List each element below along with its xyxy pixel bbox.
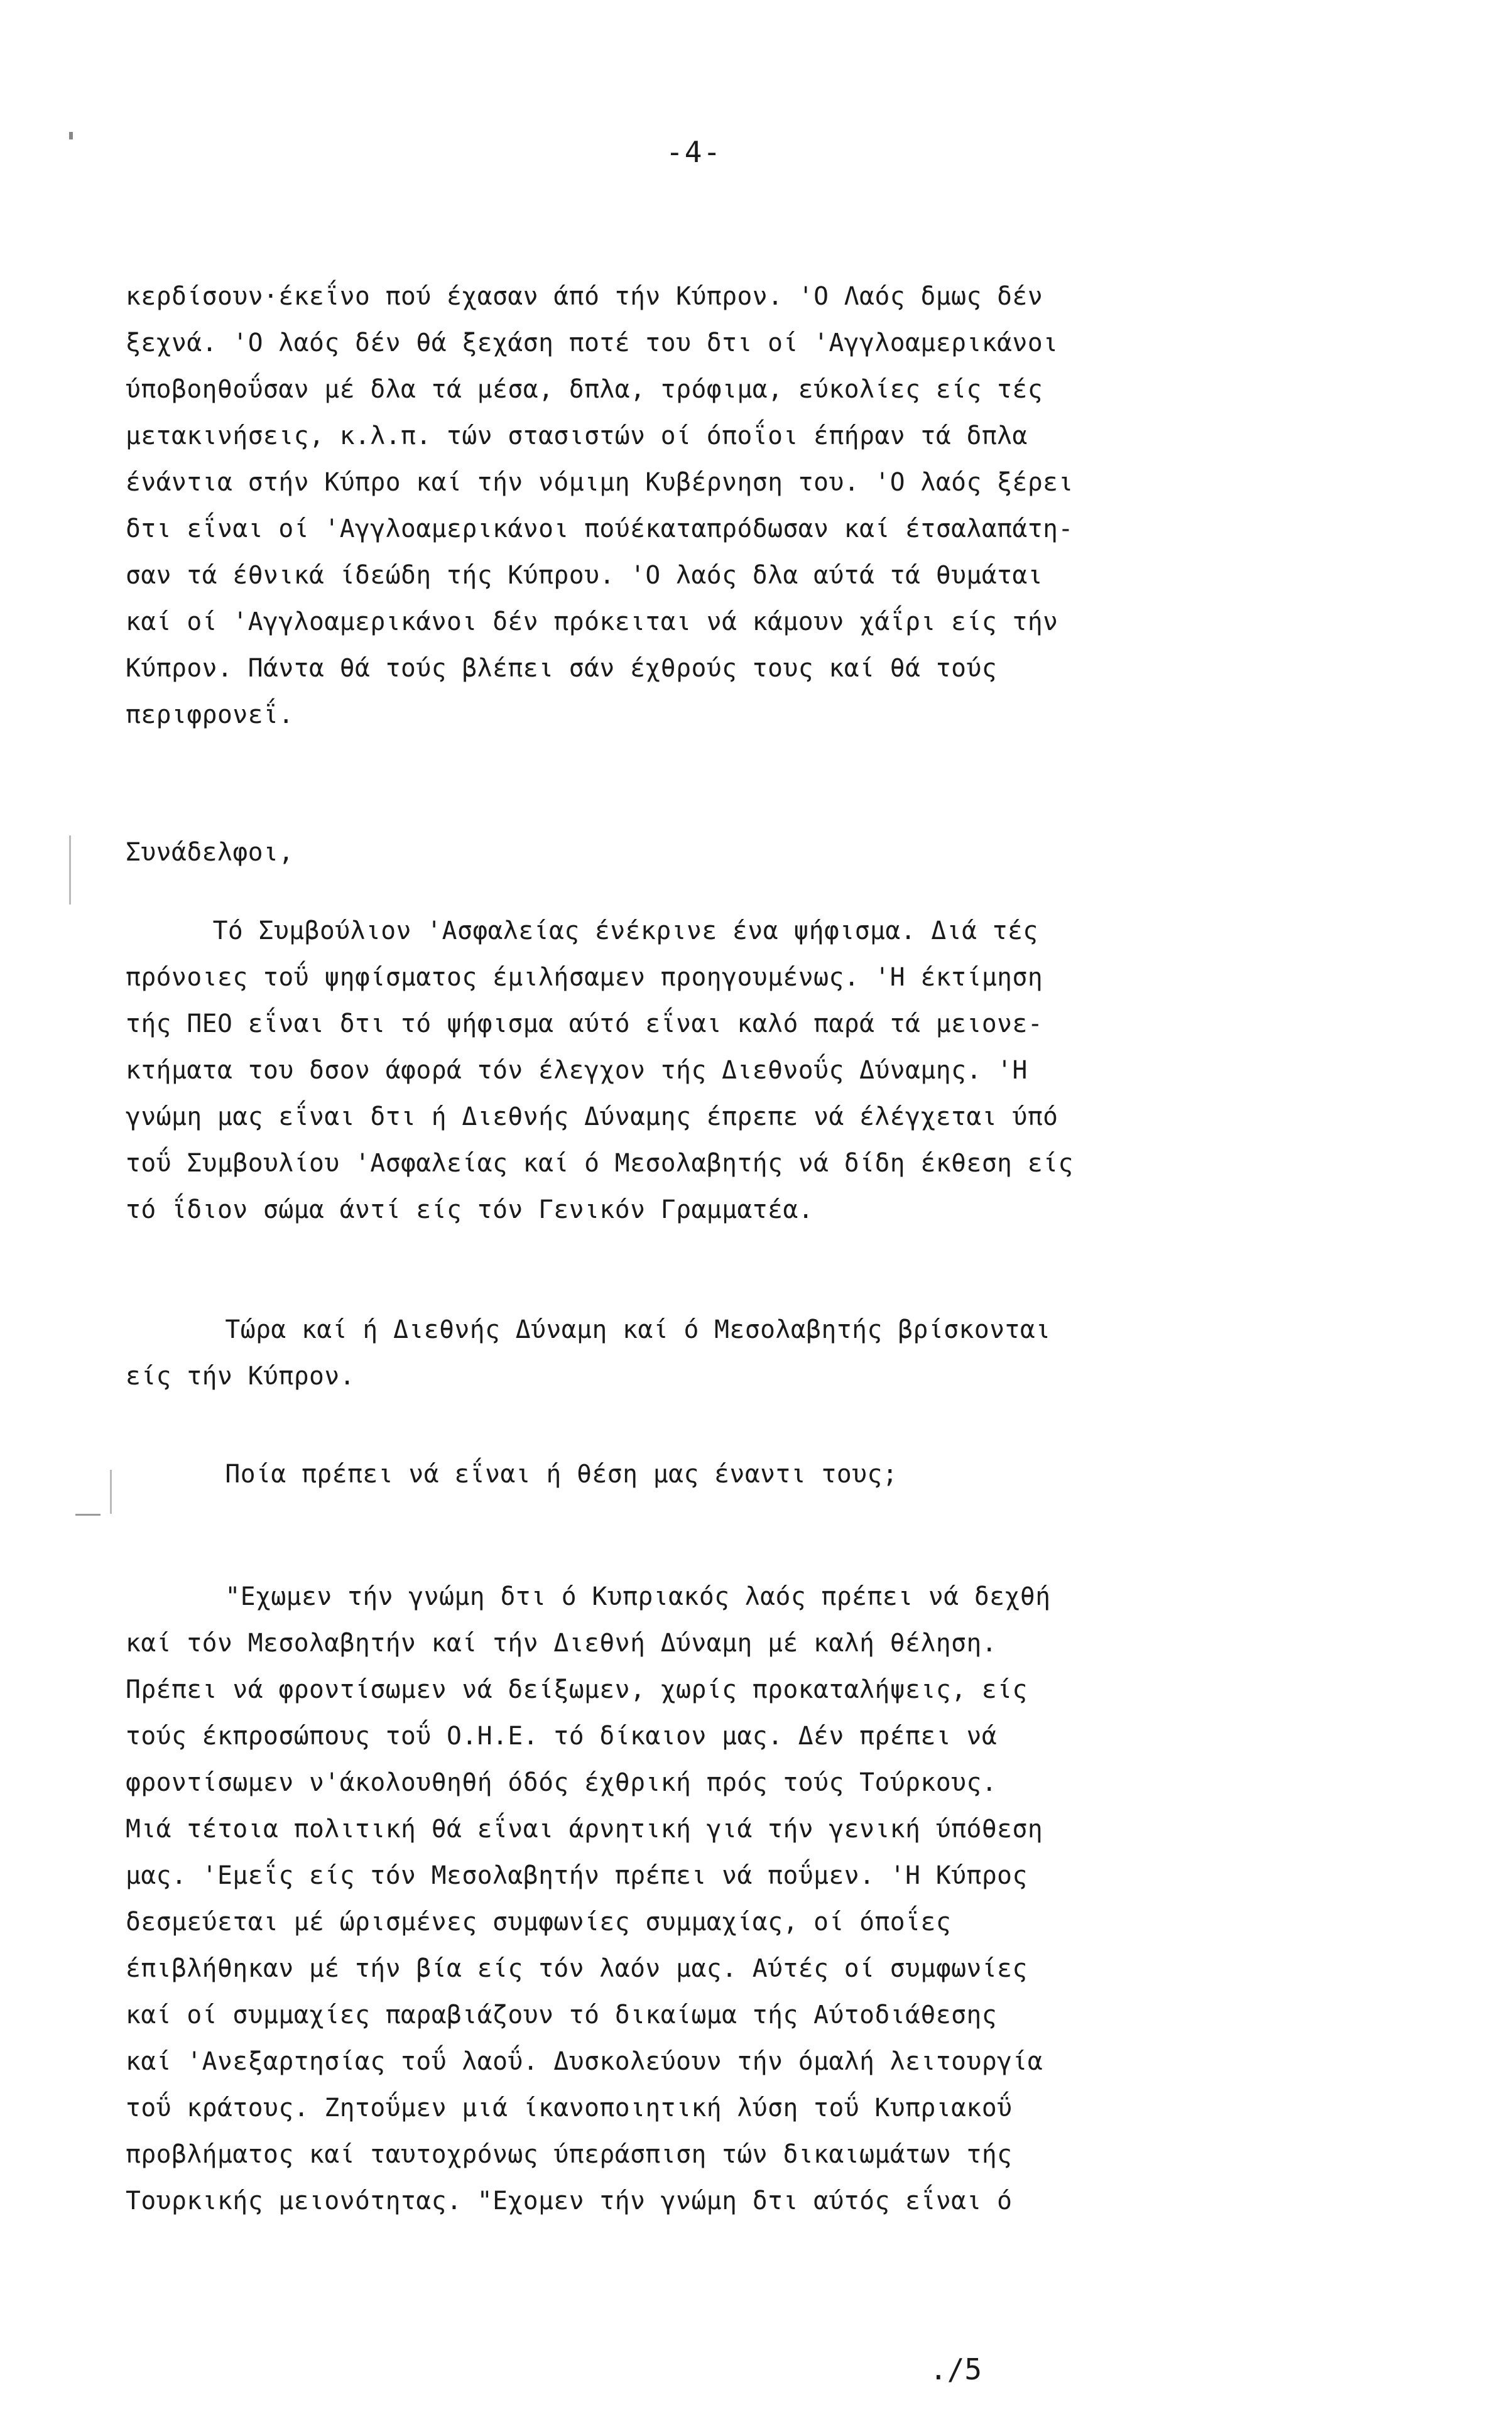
text-line: περιφρονεΐ.	[126, 700, 294, 729]
text-line: μετακινήσεις, κ.λ.π. τών στασιστών οί όποΐοι έπήραν τά δπλα	[126, 421, 1028, 450]
text-line: είς τήν Κύπρον.	[126, 1362, 356, 1391]
text-line: Τώρα καί ή Διεθνής Δύναμη καί ό Μεσολαβητής βρίσκονται	[225, 1315, 1051, 1344]
text-line: ύποβοηθοΰσαν μέ δλα τά μέσα, δπλα, τρόφιμα, εύκολίες είς τές	[126, 375, 1043, 404]
paragraph-6	[126, 1573, 1382, 2224]
paragraph-1	[126, 273, 1382, 738]
text-line: πρόνοιες τοΰ ψηφίσματος έμιλήσαμεν προηγουμένως. 'Η έκτίμηση	[126, 963, 1043, 992]
text-line: προβλήματος καί ταυτοχρόνως ύπεράσπιση τών δικαιωμάτων τής	[126, 2140, 1013, 2169]
text-line: Τουρκικής μειονότητας. "Εχομεν τήν γνώμη δτι αύτός εΐναι ό	[126, 2187, 1013, 2215]
text-line: καί 'Ανεξαρτησίας τοΰ λαοΰ. Δυσκολεύουν τήν όμαλή λειτουργία	[126, 2047, 1043, 2076]
scan-artifact	[75, 1514, 101, 1516]
paragraph-3	[126, 908, 1382, 1233]
salutation	[126, 829, 1382, 876]
text-line: έπιβλήθηκαν μέ τήν βία είς τόν λαόν μας. Αύτές οί συμφωνίες	[126, 1954, 1028, 1983]
text-line: τό ΐδιον σώμα άντί είς τόν Γενικόν Γραμματέα.	[126, 1195, 814, 1224]
text-line: Τό Συμβούλιον 'Ασφαλείας ένέκρινε ένα ψήφισμα. Διά τές	[212, 916, 1038, 945]
text-line: τούς έκπροσώπους τοΰ Ο.Η.Ε. τό δίκαιον μας. Δέν πρέπει νά	[126, 1722, 998, 1751]
text-line: ένάντια στήν Κύπρο καί τήν νόμιμη Κυβέρνηση του. 'Ο λαός ξέρει	[126, 468, 1074, 497]
text-line: ξεχνά. 'Ο λαός δέν θά ξεχάση ποτέ του δτι οί 'Αγγλοαμερικάνοι	[126, 329, 1058, 357]
text-line: γνώμη μας εΐναι δτι ή Διεθνής Δύναμης έπρεπε νά έλέγχεται ύπό	[126, 1102, 1058, 1131]
text-line: καί οί 'Αγγλοαμερικάνοι δέν πρόκειται νά κάμουν χάΐρι είς τήν	[126, 607, 1058, 636]
text-line: Ποία πρέπει νά εΐναι ή θέση μας έναντι τους;	[225, 1460, 898, 1489]
text-line: τοΰ κράτους. Ζητοΰμεν μιά ίκανοποιητική λύση τοΰ Κυπριακοΰ	[126, 2094, 1013, 2122]
text-line: δτι εΐναι οί 'Αγγλοαμερικάνοι πούέκαταπρόδωσαν καί έτσαλαπάτη-	[126, 514, 1074, 543]
text-line: "Εχωμεν τήν γνώμη δτι ό Κυπριακός λαός πρέπει νά δεχθή	[225, 1582, 1051, 1611]
page-number: -4-	[666, 135, 722, 169]
text-line: σαν τά έθνικά ίδεώδη τής Κύπρου. 'Ο λαός δλα αύτά τά θυμάται	[126, 561, 1043, 590]
scan-artifact	[69, 835, 71, 905]
paragraph-5	[126, 1451, 1382, 1497]
text-line: τής ΠΕΟ εΐναι δτι τό ψήφισμα αύτό εΐναι καλό παρά τά μειονε-	[126, 1009, 1043, 1038]
scan-artifact	[110, 1470, 112, 1514]
continuation-mark: ./5	[930, 2352, 982, 2386]
text-line: φροντίσωμεν ν'άκολουθηθή όδός έχθρική πρός τούς Τούρκους.	[126, 1768, 998, 1797]
text-line: καί οί συμμαχίες παραβιάζουν τό δικαίωμα τής Αύτοδιάθεσης	[126, 2001, 998, 2030]
scan-artifact	[69, 132, 73, 139]
text-line: κερδίσουν·έκεΐνο πού έχασαν άπό τήν Κύπρον. 'Ο Λαός δμως δέν	[126, 282, 1043, 311]
text-line: κτήματα του δσον άφορά τόν έλεγχον τής Διεθνοΰς Δύναμης. 'Η	[126, 1056, 1028, 1085]
text-line: Πρέπει νά φροντίσωμεν νά δείξωμεν, χωρίς προκαταλήψεις, είς	[126, 1675, 1028, 1704]
text-line: Συνάδελφοι,	[126, 838, 294, 867]
text-line: Κύπρον. Πάντα θά τούς βλέπει σάν έχθρούς τους καί θά τούς	[126, 654, 998, 683]
text-line: δεσμεύεται μέ ώρισμένες συμφωνίες συμμαχίας, οί όποΐες	[126, 1908, 952, 1937]
text-line: μας. 'Εμεΐς είς τόν Μεσολαβητήν πρέπει νά ποΰμεν. 'Η Κύπρος	[126, 1861, 1028, 1890]
text-line: Μιά τέτοια πολιτική θά εΐναι άρνητική γιά τήν γενική ύπόθεση	[126, 1815, 1043, 1844]
paragraph-4	[126, 1307, 1382, 1399]
text-line: τοΰ Συμβουλίου 'Ασφαλείας καί ό Μεσολαβητής νά δίδη έκθεση είς	[126, 1149, 1074, 1178]
text-line: καί τόν Μεσολαβητήν καί τήν Διεθνή Δύναμη μέ καλή θέληση.	[126, 1629, 998, 1658]
